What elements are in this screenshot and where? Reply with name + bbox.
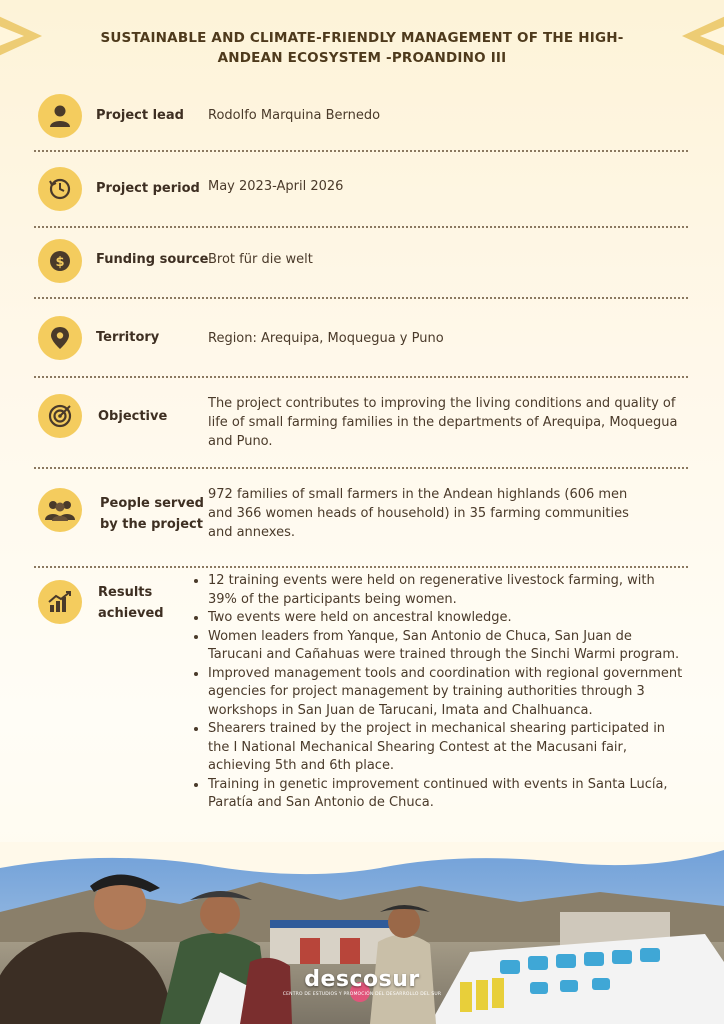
- row-objective: [36, 390, 688, 454]
- corner-ornament-right: [674, 6, 724, 62]
- value-territory: Region: Arequipa, Moquegua y Puno: [208, 331, 444, 346]
- divider: [34, 566, 688, 568]
- list-item: • Training in genetic improvement continued with events in Santa Lucía, Paratía and San Antonio de Chuca.: [208, 776, 686, 813]
- divider: [34, 376, 688, 378]
- list-item: • Women leaders from Yanque, San Antonio de Chuca, San Juan de Tarucani and Cañahuas were trained through the Sinchi Warmi program.: [208, 628, 686, 665]
- location-pin-icon: [38, 316, 82, 360]
- growth-chart-icon: [38, 580, 82, 624]
- dollar-coin-icon: [38, 239, 82, 283]
- list-item: • 12 training events were held on regenerative livestock farming, with 39% of the participants being women.: [208, 572, 686, 609]
- list-item: • Shearers trained by the project in mechanical shearing participated in the I National Mechanical Shearing Contest at the Macusani fair, achieving 5th and 6th place.: [208, 720, 686, 776]
- row-project-period: [36, 164, 688, 214]
- divider: [34, 297, 688, 299]
- divider: [34, 150, 688, 152]
- label-project-lead: Project lead: [96, 108, 184, 123]
- label-results: Results achieved: [98, 585, 164, 621]
- value-funding-source: Brot für die welt: [208, 252, 313, 267]
- corner-ornament-left: [0, 6, 50, 62]
- results-list: [190, 572, 686, 813]
- row-territory: [36, 314, 688, 362]
- value-project-period: May 2023-April 2026: [208, 179, 344, 194]
- label-project-period: Project period: [96, 181, 200, 196]
- value-objective: The project contributes to improving the living conditions and quality of life of small farming families in the departments of Arequipa, Moquegua and Puno.: [208, 396, 678, 449]
- label-funding-source: Funding source: [96, 252, 209, 267]
- person-icon: [38, 94, 82, 138]
- value-project-lead: Rodolfo Marquina Bernedo: [208, 108, 381, 123]
- list-item: • Two events were held on ancestral knowledge.: [208, 609, 686, 628]
- value-people-served: 972 families of small farmers in the Andean highlands (606 men and 366 women heads of household) in 35 farming communities and annexes.: [208, 487, 629, 540]
- row-people-served: [36, 482, 688, 548]
- divider: [34, 226, 688, 228]
- label-territory: Territory: [96, 330, 160, 345]
- list-item: • Improved management tools and coordination with regional government agencies for project management by training authorities through 3 workshops in San Juan de Tarucani, Imata and Chalhuanca.: [208, 665, 686, 721]
- descosur-logo: descosur CENTRO DE ESTUDIOS Y PROMOCIÓN DEL DESARROLLO DEL SUR: [282, 967, 442, 997]
- page-title: SUSTAINABLE AND CLIMATE-FRIENDLY MANAGEMENT OF THE HIGH- ANDEAN ECOSYSTEM -PROANDINO III: [100, 30, 624, 66]
- label-objective: Objective: [98, 409, 168, 424]
- divider: [34, 467, 688, 469]
- label-people-served: People served by the project: [100, 496, 204, 532]
- group-icon: [38, 488, 82, 532]
- svg-text:$: $: [55, 255, 65, 270]
- row-funding-source: [36, 238, 688, 286]
- row-results: [36, 573, 688, 842]
- clock-cycle-icon: [38, 167, 82, 211]
- target-icon: [38, 394, 82, 438]
- row-project-lead: [36, 92, 688, 140]
